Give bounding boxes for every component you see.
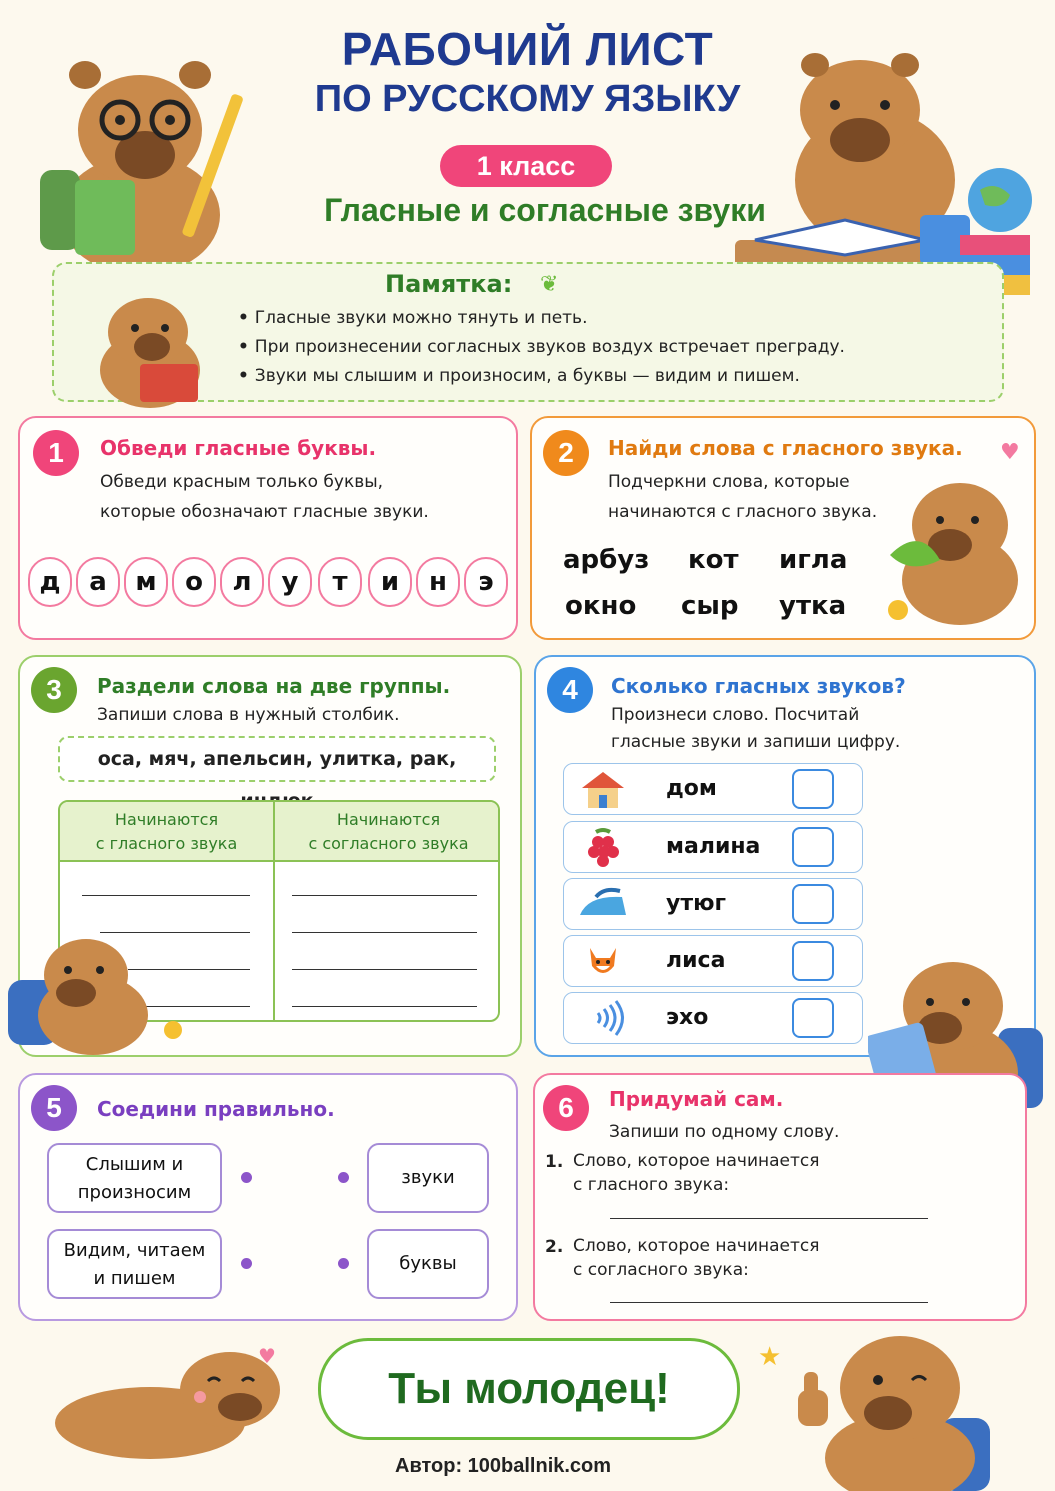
task6-number: 6 [543,1085,589,1131]
answer-box[interactable] [792,769,834,809]
vowel-count-row [563,992,863,1044]
answer-box[interactable] [792,998,834,1038]
sound-waves-icon [574,997,632,1039]
answer-box[interactable] [792,827,834,867]
fox-icon [574,940,632,982]
column-header-line: с гласного звука [95,834,238,853]
raspberry-icon [574,826,632,868]
answer-line[interactable] [610,1302,928,1303]
iron-icon [574,883,632,925]
grade-badge: 1 класс [440,145,612,187]
task3-text: Запиши слова в нужный столбик. [97,705,400,725]
answer-box[interactable] [792,884,834,924]
author-credit: Автор: 100ballnik.com [395,1455,612,1477]
memo-item: • Звуки мы слышим и произносим, а буквы — видим и пишем. [238,362,845,391]
vowel-word: малина [666,834,761,859]
vowel-word: дом [666,776,717,801]
vowel-count-row [563,763,863,815]
capybara-backpack-illustration [8,935,188,1060]
task2-number: 2 [543,430,589,476]
writing-line[interactable] [100,932,250,933]
match-dot[interactable] [338,1172,349,1183]
writing-line[interactable] [292,895,477,896]
task6-item2-line1: Слово, которое начинается [573,1236,820,1256]
star-icon: ★ [758,1342,782,1372]
writing-line[interactable] [292,969,477,970]
memo-item: • При произнесении согласных звуков воздух встречает преграду. [238,333,845,362]
task3-words: оса, мяч, апельсин, улитка, рак, [58,736,496,782]
match-text: произносим [77,1182,192,1203]
memo-item: • Гласные звуки можно тянуть и петь. [238,304,845,333]
writing-line[interactable] [292,1006,477,1007]
memo-title: Памятка: [385,270,513,298]
task6-item-number: 2. [545,1237,564,1257]
match-text: Видим, читаем [63,1240,206,1261]
vowel-count-row [563,935,863,987]
column-divider [273,802,275,1022]
letter-circle[interactable]: м [124,557,168,607]
match-text: Слышим и [85,1154,184,1175]
match-left-hear[interactable] [47,1143,222,1213]
task1-number: 1 [33,430,79,476]
writing-line[interactable] [292,932,477,933]
task6-item1-line1: Слово, которое начинается [573,1151,820,1171]
house-icon [574,768,632,810]
heart-icon: ♥ [1000,440,1020,465]
letter-circle[interactable]: а [76,557,120,607]
match-dot[interactable] [241,1172,252,1183]
match-dot[interactable] [338,1258,349,1269]
column-header-line: Начинаются [114,810,219,829]
letter-circle[interactable]: э [464,557,508,607]
capybara-leaf-illustration [880,470,1030,630]
vowel-count-row [563,878,863,930]
task2-text-2: начинаются с гласного звука. [608,502,878,522]
topic-title: Гласные и согласные звуки [324,192,766,228]
column-header-vowel [60,802,273,860]
vowel-word: утюг [666,891,726,916]
column-header-line: Начинаются [336,810,441,829]
letter-circle[interactable]: о [172,557,216,607]
letter-circle[interactable]: н [416,557,460,607]
task3-number: 3 [31,667,77,713]
task6-text: Запиши по одному слову. [609,1122,840,1142]
task2-word[interactable]: сыр [681,591,739,621]
task2-title: Найди слова с гласного звука. [608,436,963,460]
letter-circle[interactable]: у [268,557,312,607]
match-text: и пишем [93,1268,176,1289]
letter-circle[interactable]: л [220,557,264,607]
header-divider [60,860,500,862]
worksheet-title [250,22,805,122]
task4-number: 4 [547,667,593,713]
letter-circle[interactable]: д [28,557,72,607]
answer-box[interactable] [792,941,834,981]
match-left-see[interactable] [47,1229,222,1299]
task4-title: Сколько гласных звуков? [611,674,906,698]
capybara-reading-illustration [80,292,215,410]
answer-line[interactable] [610,1218,928,1219]
task6-item-number: 1. [545,1152,564,1172]
match-dot[interactable] [241,1258,252,1269]
title-line-2: ПО РУССКОМУ ЯЗЫКУ [314,78,741,120]
task2-text-1: Подчеркни слова, которые [608,472,850,492]
task4-text-2: гласные звуки и запиши цифру. [611,732,901,752]
writing-line[interactable] [82,895,250,896]
task3-title: Раздели слова на две группы. [97,674,451,698]
memo-list [238,304,845,391]
letter-circle[interactable]: и [368,557,412,607]
task2-word[interactable]: утка [779,591,847,621]
task5-title: Соедини правильно. [97,1097,335,1121]
match-right-sounds[interactable]: звуки [367,1143,489,1213]
task2-word[interactable]: окно [565,591,637,621]
capybara-glasses-illustration [20,30,260,280]
match-right-letters[interactable]: буквы [367,1229,489,1299]
task4-text-1: Произнеси слово. Посчитай [611,705,860,725]
bravo-banner: Ты молодец! [318,1338,740,1440]
heart-icon: ♥ [258,1344,276,1368]
task1-text-1: Обведи красным только буквы, [100,472,384,492]
task6-title: Придумай сам. [609,1087,784,1111]
task1-text-2: которые обозначают гласные звуки. [100,502,429,522]
task2-word[interactable]: арбуз [563,545,650,575]
column-header-line: с согласного звука [308,834,469,853]
letter-circle[interactable]: т [318,557,362,607]
task2-word[interactable]: игла [779,545,848,575]
capybara-thumbs-up-illustration [790,1318,1010,1491]
task1-title: Обведи гласные буквы. [100,436,377,460]
column-header-consonant [275,802,500,860]
vowel-word: эхо [666,1005,709,1030]
task6-item2-line2: с согласного звука: [573,1260,749,1280]
task5-number: 5 [31,1085,77,1131]
leaf-icon: ❦ [540,272,559,297]
title-line-1: РАБОЧИЙ ЛИСТ [341,23,714,75]
task6-item1-line2: с гласного звука: [573,1175,730,1195]
vowel-word: лиса [666,948,726,973]
task2-word[interactable]: кот [688,545,739,575]
vowel-count-row [563,821,863,873]
